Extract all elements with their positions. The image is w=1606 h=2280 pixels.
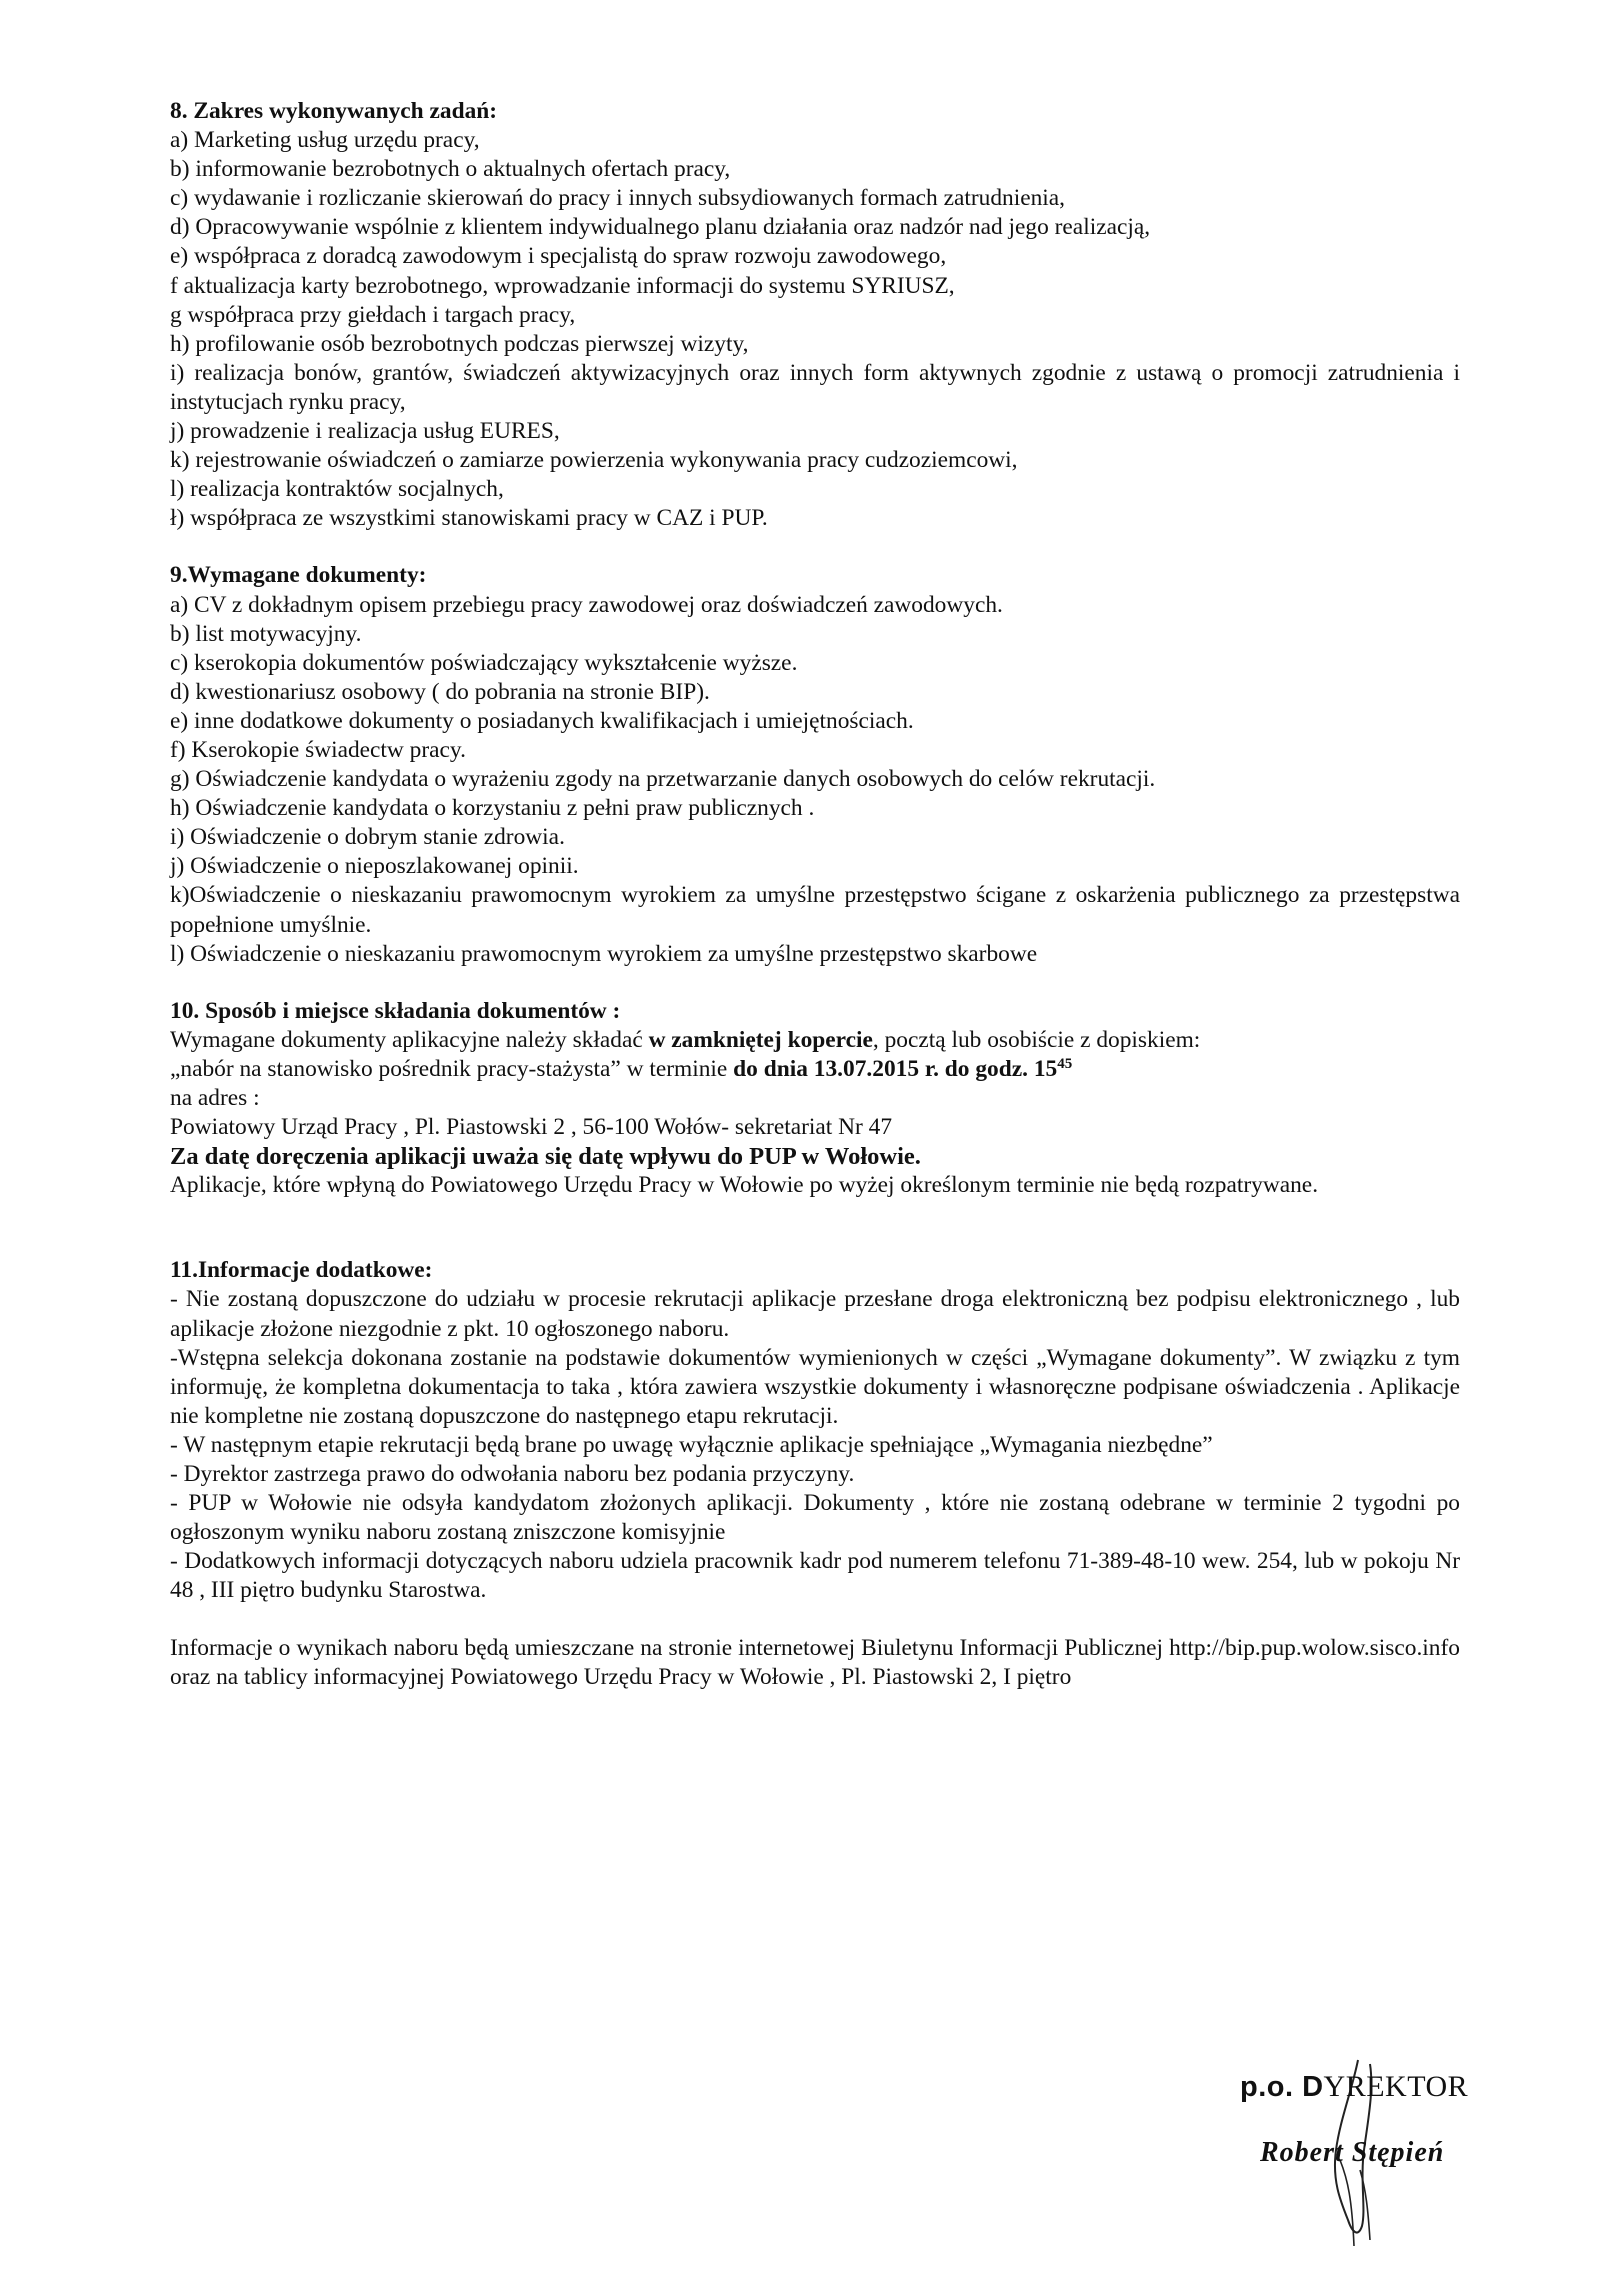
submission-paragraph	[170, 1026, 1460, 1055]
list-item: - W następnym etapie rekrutacji będą brane po uwagę wyłącznie aplikacje spełniające „Wymagania niezbędne”	[170, 1431, 1213, 1458]
list-item: h) profilowanie osób bezrobotnych podczas pierwszej wizyty,	[170, 330, 749, 357]
list-item: e) inne dodatkowe dokumenty o posiadanych kwalifikacjach i umiejętnościach.	[170, 707, 914, 734]
list-item: b) list motywacyjny.	[170, 620, 362, 647]
list-item: - Dodatkowych informacji dotyczących naboru udziela pracownik kadr pod numerem telefonu 71-389-48-10 wew. 254, lub w pokoju Nr 48 , III piętro budynku Starostwa.	[170, 1548, 1460, 1604]
list-item: -Wstępna selekcja dokonana zostanie na podstawie dokumentów wymienionych w części „Wymagane dokumenty”. W związku z tym informuję, że kompletna dokumentacja to taka , która zawiera wszystkie dokumenty i własnoręczne podpisane oświadczenia . Aplikacje nie kompletne nie zostaną dopuszczone do następnego etapu rekrutacji.	[170, 1344, 1460, 1429]
address-label: na adres :	[170, 1085, 260, 1111]
list-item: h) Oświadczenie kandydata o korzystaniu z pełni praw publicznych .	[170, 795, 815, 822]
list-item: d) Opracowywanie wspólnie z klientem indywidualnego planu działania oraz nadzór nad jego realizacją,	[170, 214, 1151, 241]
list-item: k) rejestrowanie oświadczeń o zamiarze powierzenia wykonywania pracy cudzoziemcowi,	[170, 447, 1018, 474]
list-item: - Dyrektor zastrzega prawo do odwołania naboru bez podania przyczyny.	[170, 1461, 855, 1488]
section-9-heading: 9.Wymagane dokumenty:	[170, 562, 427, 589]
list-item: a) CV z dokładnym opisem przebiegu pracy zawodowej oraz doświadczeń zawodowych.	[170, 591, 1003, 618]
list-item: f aktualizacja karty bezrobotnego, wprowadzanie informacji do systemu SYRIUSZ,	[170, 272, 955, 299]
list-item: e) współpraca z doradcą zawodowym i specjalistą do spraw rozwoju zawodowego,	[170, 243, 947, 270]
title-prefix: p.o. D	[1240, 2071, 1324, 2103]
list-item: j) Oświadczenie o nieposzlakowanej opinii.	[170, 853, 579, 880]
emphasis-text: w zamkniętej kopercie	[648, 1026, 873, 1053]
signatory-name: Robert Stępień	[1260, 2137, 1445, 2168]
list-item: b) informowanie bezrobotnych o aktualnych ofertach pracy,	[170, 156, 731, 183]
address: Powiatowy Urząd Pracy , Pl. Piastowski 2 , 56-100 Wołów- sekretariat Nr 47	[170, 1114, 893, 1141]
section-11	[170, 1256, 1460, 1605]
late-applications-note: Aplikacje, które wpłyną do Powiatowego Urzędu Pracy w Wołowie po wyżej określonym terminie nie będą rozpatrywane.	[170, 1172, 1319, 1199]
list-item: j) prowadzenie i realizacja usług EURES,	[170, 418, 560, 445]
signature-block	[1240, 2050, 1520, 2250]
document-page	[170, 97, 1460, 1692]
list-item: - PUP w Wołowie nie odsyła kandydatom złożonych aplikacji. Dokumenty , które nie zostaną odebrane w terminie 2 tygodni po ogłoszonym wyniku naboru zostaną zniszczone komisyjnie	[170, 1490, 1460, 1546]
section-11-heading: 11.Informacje dodatkowe:	[170, 1257, 433, 1284]
list-item: d) kwestionariusz osobowy ( do pobrania na stronie BIP).	[170, 678, 710, 705]
text: „nabór na stanowisko pośrednik pracy-stażysta” w terminie	[170, 1055, 734, 1082]
deadline-minutes: 45	[1057, 1055, 1073, 1072]
delivery-date-note: Za datę doręczenia aplikacji uważa się datę wpływu do PUP w Wołowie.	[170, 1143, 921, 1171]
list-item: c) kserokopia dokumentów poświadczający wykształcenie wyższe.	[170, 649, 798, 676]
section-9	[170, 561, 1460, 968]
deadline-text: do dnia 13.07.2015 r. do godz. 15	[733, 1055, 1058, 1082]
text: Wymagane dokumenty aplikacyjne należy składać	[170, 1026, 649, 1053]
list-item: - Nie zostaną dopuszczone do udziału w procesie rekrutacji aplikacje przesłane droga elektroniczną bez podpisu elektronicznego , lub aplikacje złożone niezgodnie z pkt. 10 ogłoszonego naboru.	[170, 1286, 1460, 1342]
list-item: a) Marketing usług urzędu pracy,	[170, 127, 480, 154]
list-item: g) Oświadczenie kandydata o wyrażeniu zgody na przetwarzanie danych osobowych do celów rekrutacji.	[170, 766, 1156, 793]
list-item: l) realizacja kontraktów socjalnych,	[170, 476, 504, 503]
signature-title	[1240, 2072, 1468, 2102]
closing-paragraph: Informacje o wynikach naboru będą umieszczane na stronie internetowej Biuletynu Informacji Publicznej http://bip.pup.wolow.sisco.info oraz na tablicy informacyjnej Powiatowego Urzędu Pracy w Wołowie , Pl. Piastowski 2, I piętro	[170, 1634, 1460, 1690]
list-item: k)Oświadczenie o nieskazaniu prawomocnym wyrokiem za umyślne przestępstwo ścigane z oskarżenia publicznego za przestępstwa popełnione umyślnie.	[170, 882, 1460, 938]
section-10-heading: 10. Sposób i miejsce składania dokumentów :	[170, 997, 621, 1024]
list-item: ł) współpraca ze wszystkimi stanowiskami pracy w CAZ i PUP.	[170, 505, 768, 532]
list-item: c) wydawanie i rozliczanie skierowań do pracy i innych subsydiowanych formach zatrudnienia,	[170, 185, 1066, 212]
list-item: f) Kserokopie świadectw pracy.	[170, 736, 466, 763]
list-item: l) Oświadczenie o nieskazaniu prawomocnym wyrokiem za umyślne przestępstwo skarbowe	[170, 940, 1038, 967]
section-8-heading: 8. Zakres wykonywanych zadań:	[170, 98, 498, 124]
list-item: g współpraca przy giełdach i targach pracy,	[170, 301, 576, 328]
deadline-line	[170, 1055, 1460, 1084]
title-rest: YREKTOR	[1323, 2070, 1469, 2103]
list-item: i) Oświadczenie o dobrym stanie zdrowia.	[170, 824, 565, 851]
text: , pocztą lub osobiście z dopiskiem:	[872, 1026, 1201, 1053]
list-item: i) realizacja bonów, grantów, świadczeń aktywizacyjnych oraz innych form aktywnych zgodnie z ustawą o promocji zatrudnienia i instytucjach rynku pracy,	[170, 359, 1460, 415]
section-8	[170, 97, 1460, 533]
section-10	[170, 997, 1460, 1201]
